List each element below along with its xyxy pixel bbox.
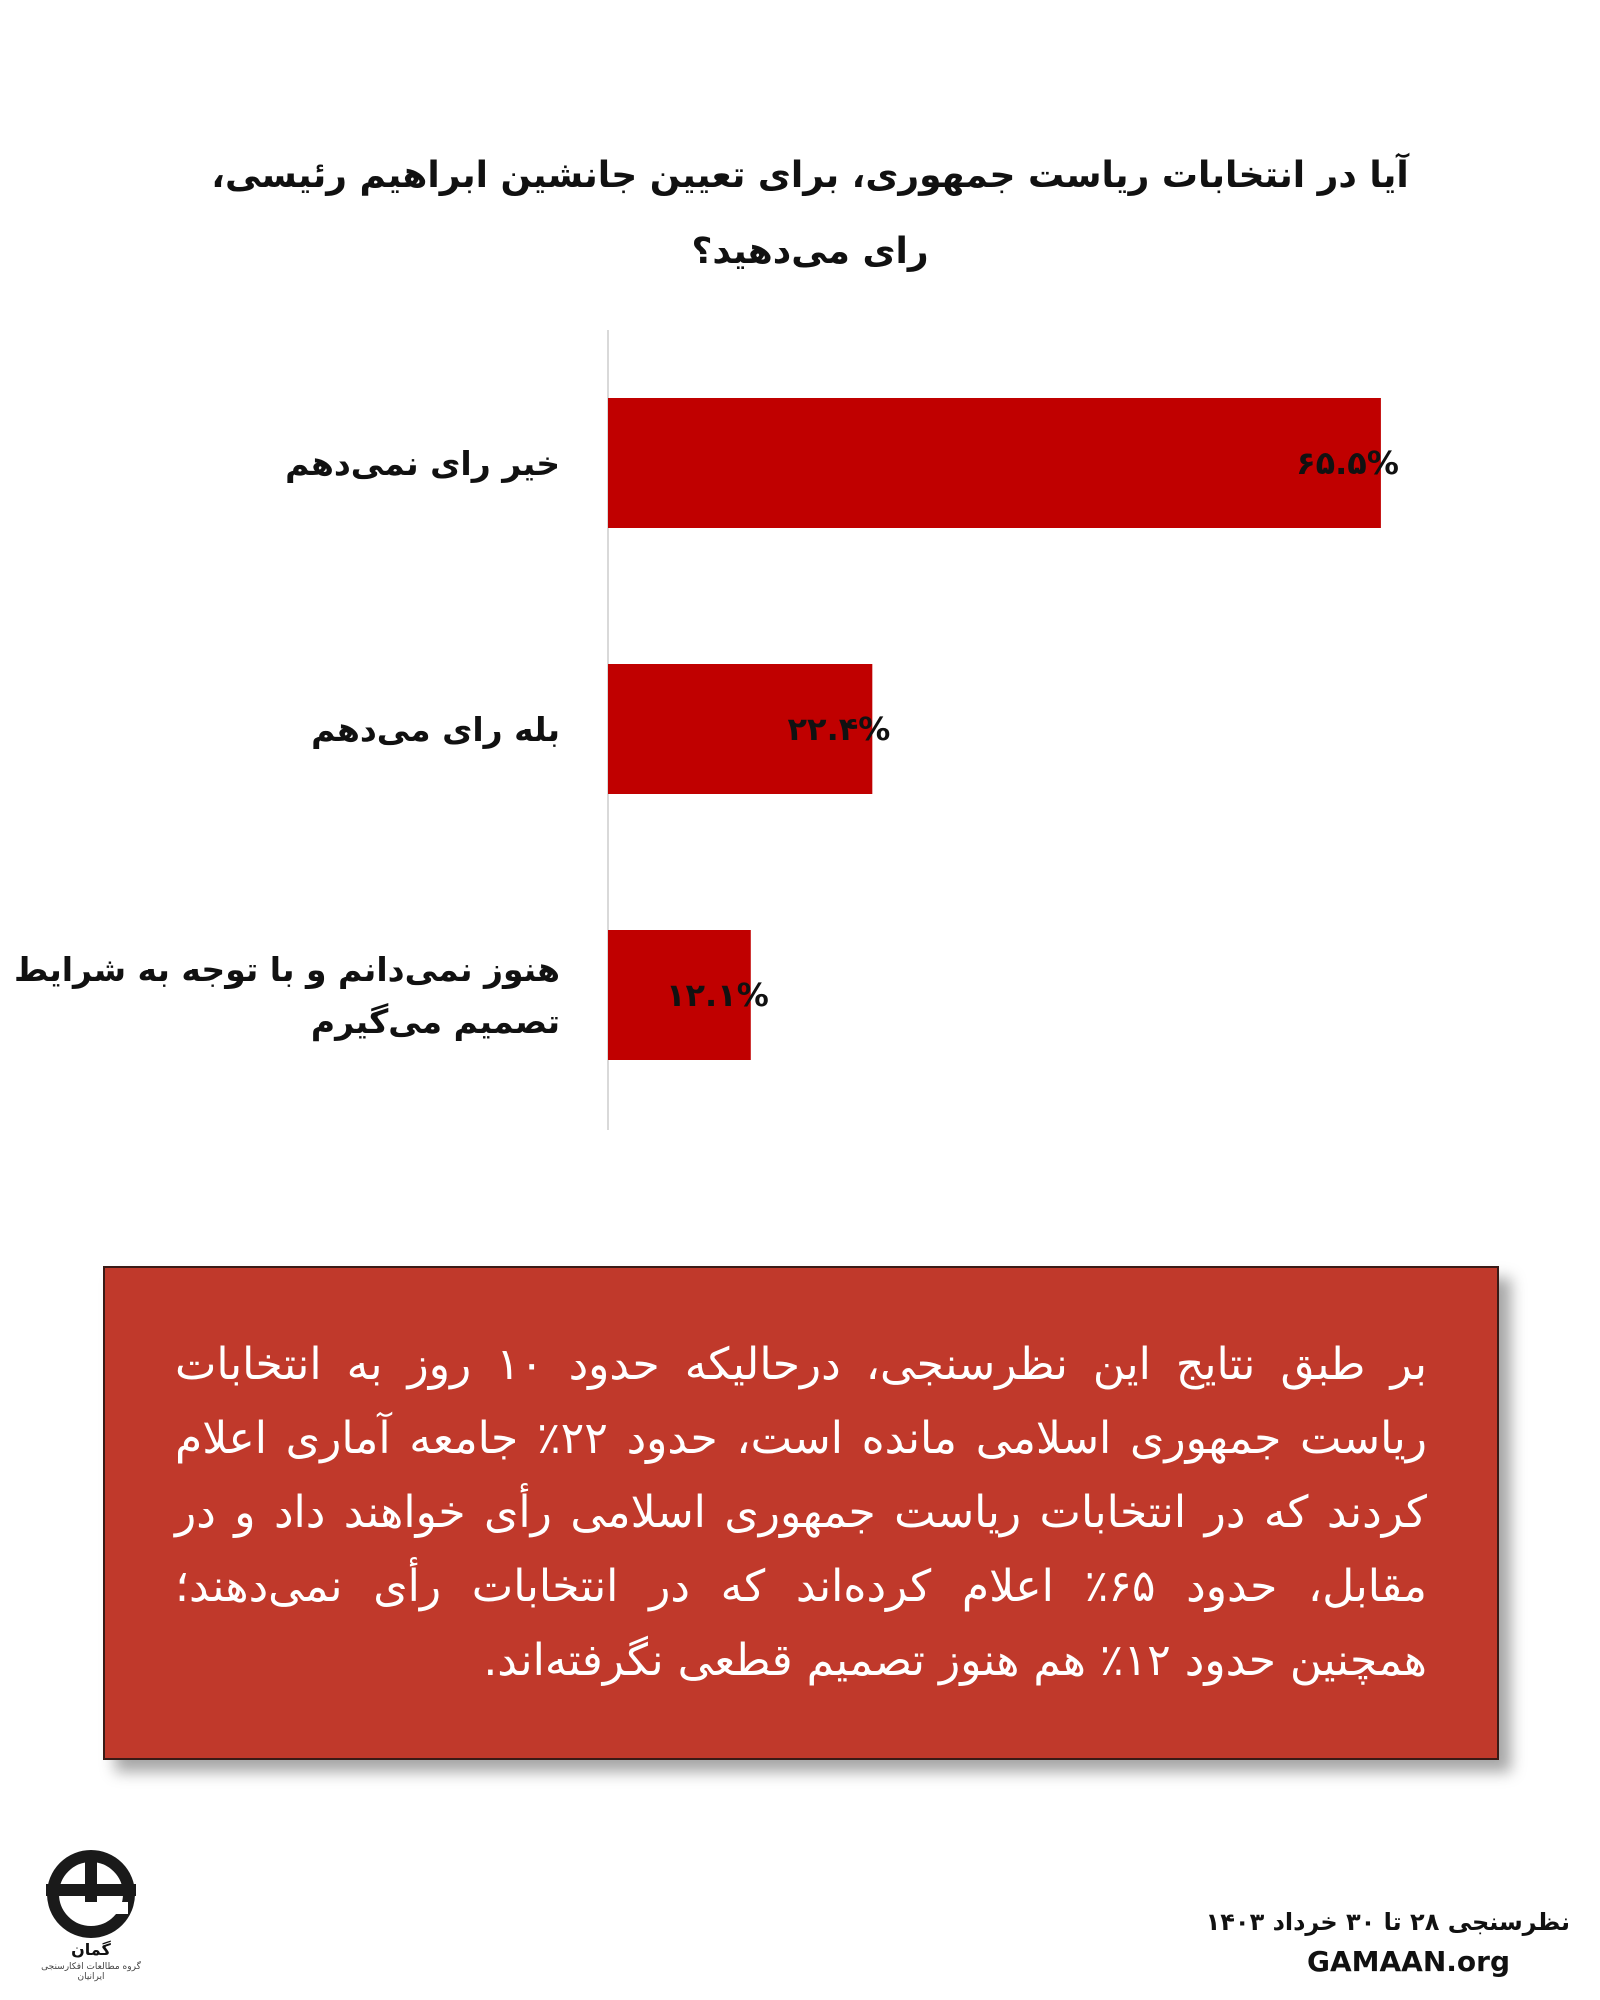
value-label-1: ۲۲.۴%	[787, 710, 891, 748]
value-label-2: ۱۲.۱%	[665, 976, 769, 1014]
website-link[interactable]: GAMAAN.org	[1306, 1945, 1510, 1978]
category-label-2-1: تصمیم می‌گیرم	[310, 1002, 560, 1041]
category-label-0-0: خیر رای نمی‌دهم	[285, 444, 560, 483]
summary-text: بر طبق نتایج این نظرسنجی، درحالیکه حدود ۱۰ روز به انتخابات ریاست جمهوری اسلامی مانده است، حدود ۲۲٪ جامعه آماری اعلام کردند که در انتخابات ریاست جمهوری اسلامی رأی خواهند داد و در مقابل، حدود ۶۵٪ اعلام کرده‌اند که در انتخابات رأی نمی‌دهند؛ همچنین حدود ۱۲٪ هم هنوز تصمیم قطعی نگرفته‌اند.	[175, 1339, 1427, 1686]
footer	[1070, 1904, 1570, 1984]
value-label-0: ۶۵.۵%	[1296, 444, 1399, 482]
survey-dates: نظرسنجی ۲۸ تا ۳۰ خرداد ۱۴۰۳	[1205, 1908, 1570, 1936]
chart-title-line2: رای می‌دهید؟	[691, 231, 929, 272]
chart-title-line1: آیا در انتخابات ریاست جمهوری، برای تعیین جانشین ابراهیم رئیسی،	[211, 155, 1409, 196]
bar-0	[608, 398, 1381, 528]
logo-subtitle: گروه مطالعات افکارسنجی ایرانیان	[41, 1962, 141, 1982]
category-label-1-0: بله رای می‌دهم	[311, 710, 560, 749]
bar-chart	[0, 320, 1600, 1140]
logo-name: گمان	[71, 1940, 111, 1959]
summary-box	[103, 1266, 1499, 1760]
gamaan-logo-icon	[36, 1848, 146, 1943]
category-label-2-0: هنوز نمی‌دانم و با توجه به شرایط	[14, 950, 560, 989]
gamaan-logo	[36, 1848, 146, 1982]
chart-title	[160, 138, 1460, 290]
